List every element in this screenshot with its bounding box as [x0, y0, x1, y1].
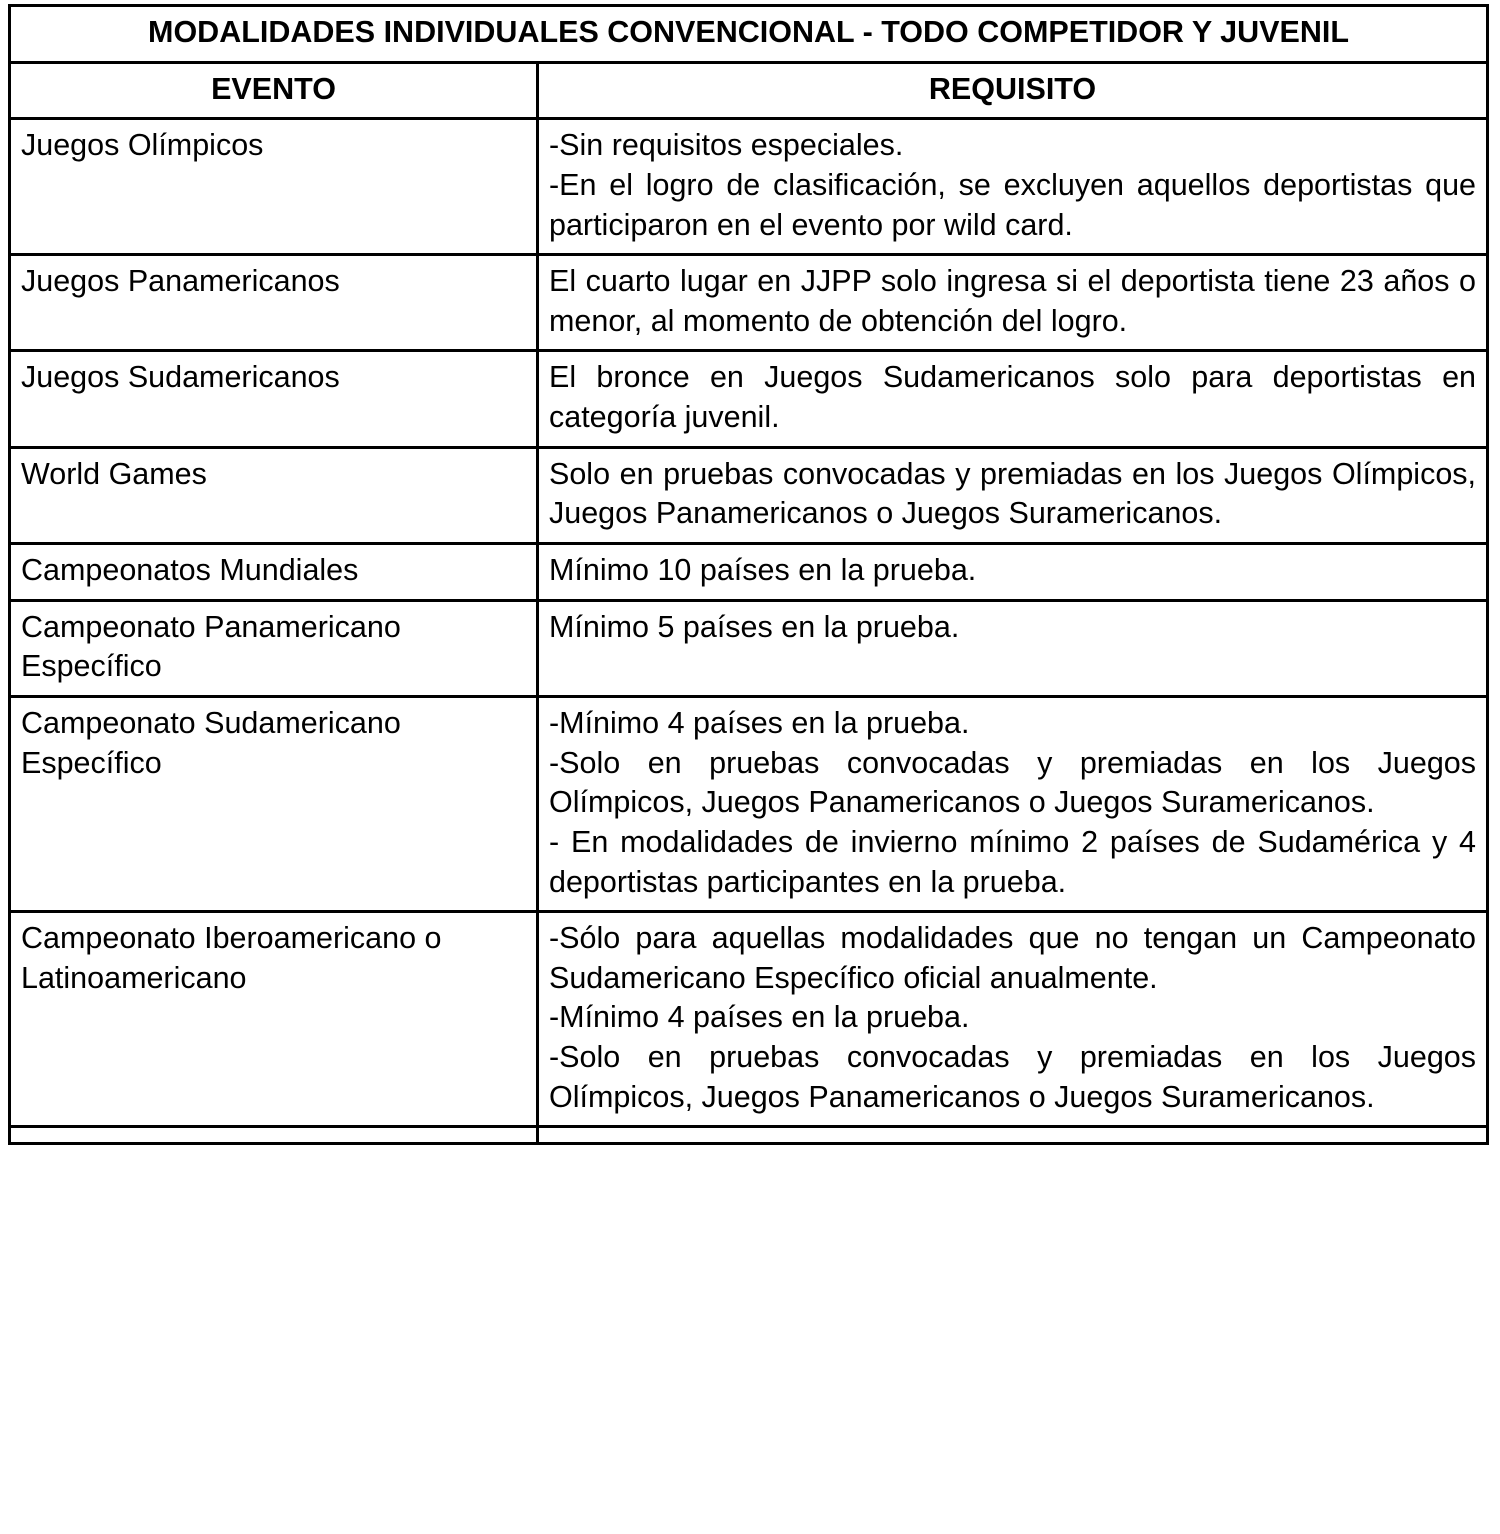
table-row [10, 447, 1488, 543]
requirement-line: Mínimo 10 países en la prueba. [549, 553, 977, 588]
requirement-cell [538, 447, 1488, 543]
event-name: Juegos Panamericanos [10, 255, 538, 351]
table-row [10, 255, 1488, 351]
requirement-line: -Mínimo 4 países en la prueba. [549, 1000, 970, 1035]
requirement-line: -Sólo para aquellas modalidades que no tengan un Campeonato Sudamericano Específico oficial anualmente. [549, 921, 1477, 995]
requirement-line: El cuarto lugar en JJPP solo ingresa si el deportista tiene 23 años o menor, al momento de obtención del logro. [549, 264, 1477, 338]
requirement-cell [538, 1127, 1488, 1144]
table-row [10, 351, 1488, 447]
table-title: MODALIDADES INDIVIDUALES CONVENCIONAL - TODO COMPETIDOR Y JUVENIL [10, 6, 1488, 63]
requirement-line: Mínimo 5 países en la prueba. [549, 609, 960, 644]
requirement-cell [538, 119, 1488, 255]
table-title-row [10, 6, 1488, 63]
requirement-cell [538, 255, 1488, 351]
requirement-line: -En el logro de clasificación, se excluyen aquellos deportistas que participaron en el evento por wild card. [549, 167, 1477, 242]
column-header-event: EVENTO [10, 62, 538, 119]
column-header-requirement: REQUISITO [538, 62, 1488, 119]
table-row [10, 912, 1488, 1127]
requirement-cell [538, 600, 1488, 696]
requirements-table [8, 4, 1489, 1145]
requirement-cell [538, 351, 1488, 447]
event-name: Campeonatos Mundiales [10, 544, 538, 601]
requirement-line: - En modalidades de invierno mínimo 2 países de Sudamérica y 4 deportistas participantes en la prueba. [549, 824, 1477, 899]
event-name: Campeonato Iberoamericano o Latinoamericano [10, 912, 538, 1127]
requirement-cell [538, 544, 1488, 601]
requirement-line: Solo en pruebas convocadas y premiadas en los Juegos Olímpicos, Juegos Panamericanos o Juegos Suramericanos. [549, 456, 1477, 531]
table-body [10, 6, 1488, 1144]
table-header-row [10, 62, 1488, 119]
requirement-line: -Sin requisitos especiales. [549, 128, 904, 163]
event-name [10, 1127, 538, 1144]
table-row [10, 696, 1488, 911]
event-name: World Games [10, 447, 538, 543]
table-row [10, 119, 1488, 255]
event-name: Campeonato Panamericano Específico [10, 600, 538, 696]
event-name: Juegos Olímpicos [10, 119, 538, 255]
requirement-line: -Solo en pruebas convocadas y premiadas en los Juegos Olímpicos, Juegos Panamericanos o Juegos Suramericanos. [549, 745, 1477, 820]
event-name: Campeonato Sudamericano Específico [10, 696, 538, 911]
requirement-cell [538, 912, 1488, 1127]
requirement-line: El bronce en Juegos Sudamericanos solo para deportistas en categoría juvenil. [549, 360, 1477, 435]
table-row [10, 544, 1488, 601]
requirement-line: -Solo en pruebas convocadas y premiadas en los Juegos Olímpicos, Juegos Panamericanos o Juegos Suramericanos. [549, 1040, 1477, 1114]
requirement-cell [538, 696, 1488, 911]
table-row [10, 600, 1488, 696]
requirement-line: -Mínimo 4 países en la prueba. [549, 705, 970, 740]
event-name: Juegos Sudamericanos [10, 351, 538, 447]
table-row [10, 1127, 1488, 1144]
